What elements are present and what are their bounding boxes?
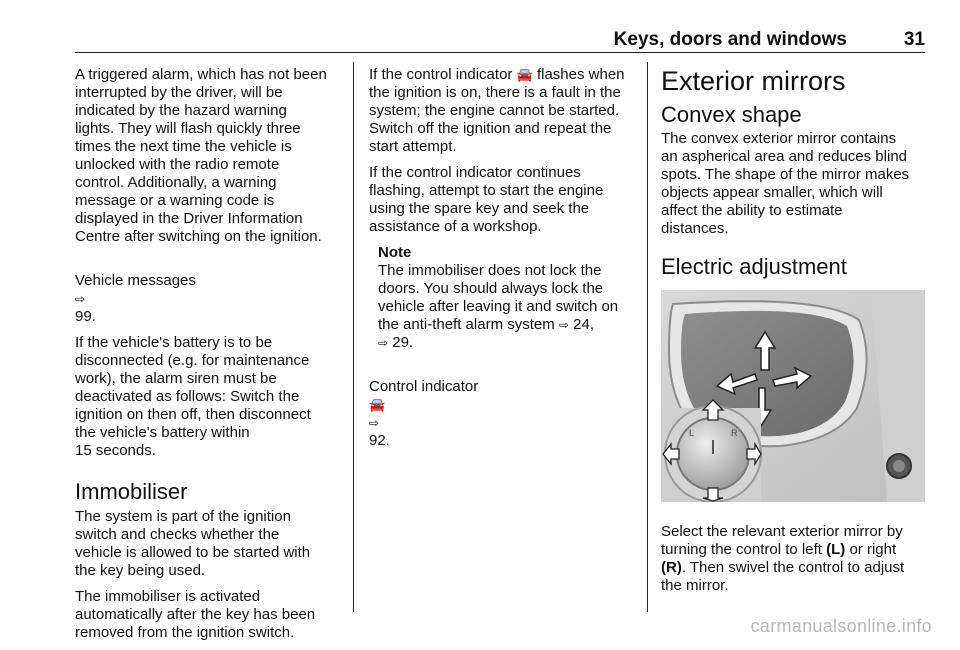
mirror-adjustment-illustration bbox=[661, 290, 925, 502]
immobiliser-paragraph-1: The system is part of the ignition switch and checks whether the vehicle is allowed to be started with the key being used. bbox=[75, 508, 311, 579]
figure-label-left: L bbox=[689, 428, 695, 438]
indicator-flash-text-a: If the control indicator bbox=[369, 66, 513, 83]
page-reference-icon: ⇨ bbox=[378, 336, 389, 350]
label-left-control: (L) bbox=[826, 541, 846, 558]
note-body-text: The immobiliser does not lock the doors. You should always lock the vehicle after leaving it and switch on the anti-theft alarm system bbox=[378, 262, 619, 333]
convex-shape-paragraph: The convex exterior mirror contains an aspherical area and reduces blind spots. The shape of the mirror makes objects appear smaller, which will affect the ability to estimate distances. bbox=[661, 130, 910, 237]
site-watermark: carmanualsonline.info bbox=[750, 616, 932, 636]
page-reference-icon: ⇨ bbox=[558, 318, 569, 332]
immobiliser-car-key-icon: 🚘 bbox=[369, 397, 386, 412]
column-divider-2 bbox=[647, 62, 648, 612]
immobiliser-heading: Immobiliser bbox=[75, 479, 188, 504]
control-indicator-ref[interactable]: 92. bbox=[369, 432, 390, 449]
indicator-flash-text-b: flashes when the ignition is on, there is a fault in the system; the engine cannot be started. Switch off the ignition and repeat the start attempt. bbox=[369, 66, 625, 155]
electric-adjustment-heading: Electric adjustment bbox=[661, 254, 847, 279]
note-ref-2[interactable]: 29. bbox=[392, 334, 414, 351]
page-header bbox=[75, 28, 925, 53]
control-indicator-paragraph bbox=[369, 360, 637, 450]
adjust-text-b: or right bbox=[849, 541, 897, 558]
page-reference-icon: ⇨ bbox=[75, 292, 86, 306]
alarm-paragraph: A triggered alarm, which has not been interrupted by the driver, will be indicated by the hazard warning lights. They will flash quickly three times the next time the vehicle is unlocked with the radio remote control. Additionally, a warning message or a warning code is displayed in the Driver Information Centre after switching on the ignition. bbox=[75, 66, 327, 245]
column-middle bbox=[369, 66, 637, 458]
immobiliser-paragraph-2: The immobiliser is activated automatically after the key has been removed from the ignition switch. bbox=[75, 588, 316, 641]
page-reference-icon: ⇨ bbox=[369, 416, 380, 430]
control-indicator-text: Control indicator bbox=[369, 378, 479, 395]
column-divider-1 bbox=[353, 62, 354, 612]
column-right bbox=[661, 66, 929, 603]
exterior-mirrors-heading: Exterior mirrors bbox=[661, 66, 846, 96]
electric-adjustment-paragraph bbox=[661, 523, 929, 595]
page-number: 31 bbox=[903, 29, 925, 50]
column-left bbox=[75, 66, 345, 650]
indicator-continues-paragraph: If the control indicator continues flashing, attempt to start the engine using the spare key and seek the assistance of a workshop. bbox=[369, 164, 604, 235]
note-label: Note bbox=[378, 244, 412, 261]
note-box bbox=[369, 244, 637, 352]
immobiliser-car-key-icon: 🚘 bbox=[516, 67, 533, 82]
battery-paragraph: If the vehicle's battery is to be disconnected (e.g. for maintenance work), the alarm siren must be deactivated as follows: Switch the ignition on then off, then disconnect the vehicle's battery within 15 seconds. bbox=[75, 334, 311, 459]
header-title: Keys, doors and windows bbox=[613, 29, 847, 50]
figure-label-right: R bbox=[731, 428, 738, 438]
vehicle-messages-paragraph bbox=[75, 254, 345, 326]
convex-shape-heading: Convex shape bbox=[661, 102, 802, 127]
note-body bbox=[378, 262, 637, 352]
adjust-text-a: Select the relevant exterior mirror by turning the control to left bbox=[661, 523, 903, 558]
indicator-flash-paragraph bbox=[369, 66, 637, 156]
adjust-text-c: . Then swivel the control to adjust the mirror. bbox=[661, 559, 905, 594]
vehicle-messages-ref[interactable]: 99. bbox=[75, 308, 96, 325]
label-right-control: (R) bbox=[661, 559, 682, 576]
vehicle-messages-text: Vehicle messages bbox=[75, 272, 196, 289]
note-ref-1[interactable]: 24, bbox=[573, 316, 594, 333]
